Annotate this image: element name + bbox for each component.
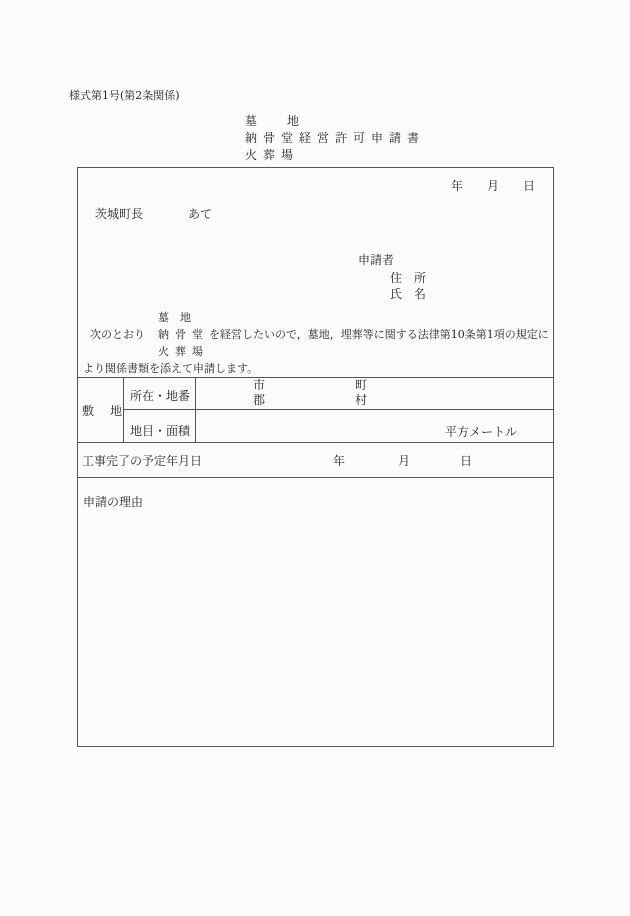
- reason-label: 申請の理由: [83, 495, 144, 509]
- application-date-line: 年 月 日: [450, 179, 535, 193]
- location-city-label: 市: [253, 378, 266, 392]
- addressee-suffix: あて: [188, 207, 213, 221]
- title-main-line: 納骨堂経営許可申請書: [245, 131, 426, 145]
- location-village-label: 村: [355, 393, 368, 407]
- site-column-divider-2: [195, 377, 196, 442]
- site-row-divider: [123, 409, 553, 410]
- site-row-header: 敷 地: [82, 404, 125, 418]
- form-body-box: [77, 167, 554, 747]
- body-facility-cemetery: 墓 地: [158, 311, 191, 324]
- title-facility-cemetery: 墓 地: [245, 114, 302, 128]
- completion-year-label: 年: [333, 454, 346, 468]
- body-closing-sentence: より関係書類を添えて申請します。: [83, 362, 259, 375]
- completion-date-label: 工事完了の予定年月日: [82, 454, 203, 468]
- area-unit-label: 平方メートル: [445, 425, 518, 439]
- site-bottom-border: [78, 442, 553, 443]
- location-city-county: [253, 378, 265, 408]
- body-facility-charnel: 納骨堂: [158, 328, 209, 341]
- addressee-line: [95, 205, 212, 222]
- location-town-label: 町: [355, 378, 368, 392]
- location-county-label: 郡: [253, 393, 266, 407]
- body-suffix: を経営したいので，墓地，埋葬等に関する法律第10条第1項の規定に: [209, 328, 549, 341]
- completion-bottom-border: [78, 477, 553, 478]
- location-town-village: [355, 378, 367, 408]
- form-number: 様式第1号(第2条関係): [69, 89, 180, 102]
- body-main-sentence: [90, 326, 549, 342]
- addressee-name: 茨城町長: [95, 207, 144, 221]
- body-prefix: 次のとおり: [90, 328, 145, 341]
- site-location-label: 所在・地番: [130, 389, 191, 403]
- completion-day-label: 日: [460, 454, 473, 468]
- body-facility-crematorium: 火葬場: [158, 345, 209, 358]
- applicant-label: 申請者: [358, 253, 395, 267]
- title-facility-crematorium: 火葬場: [245, 148, 300, 162]
- applicant-name-label: 氏 名: [390, 287, 427, 301]
- table-top-border: [78, 377, 553, 378]
- form-title: [245, 113, 425, 164]
- completion-month-label: 月: [398, 454, 411, 468]
- site-category-label: 地目・面積: [130, 424, 191, 438]
- applicant-address-label: 住 所: [390, 271, 427, 285]
